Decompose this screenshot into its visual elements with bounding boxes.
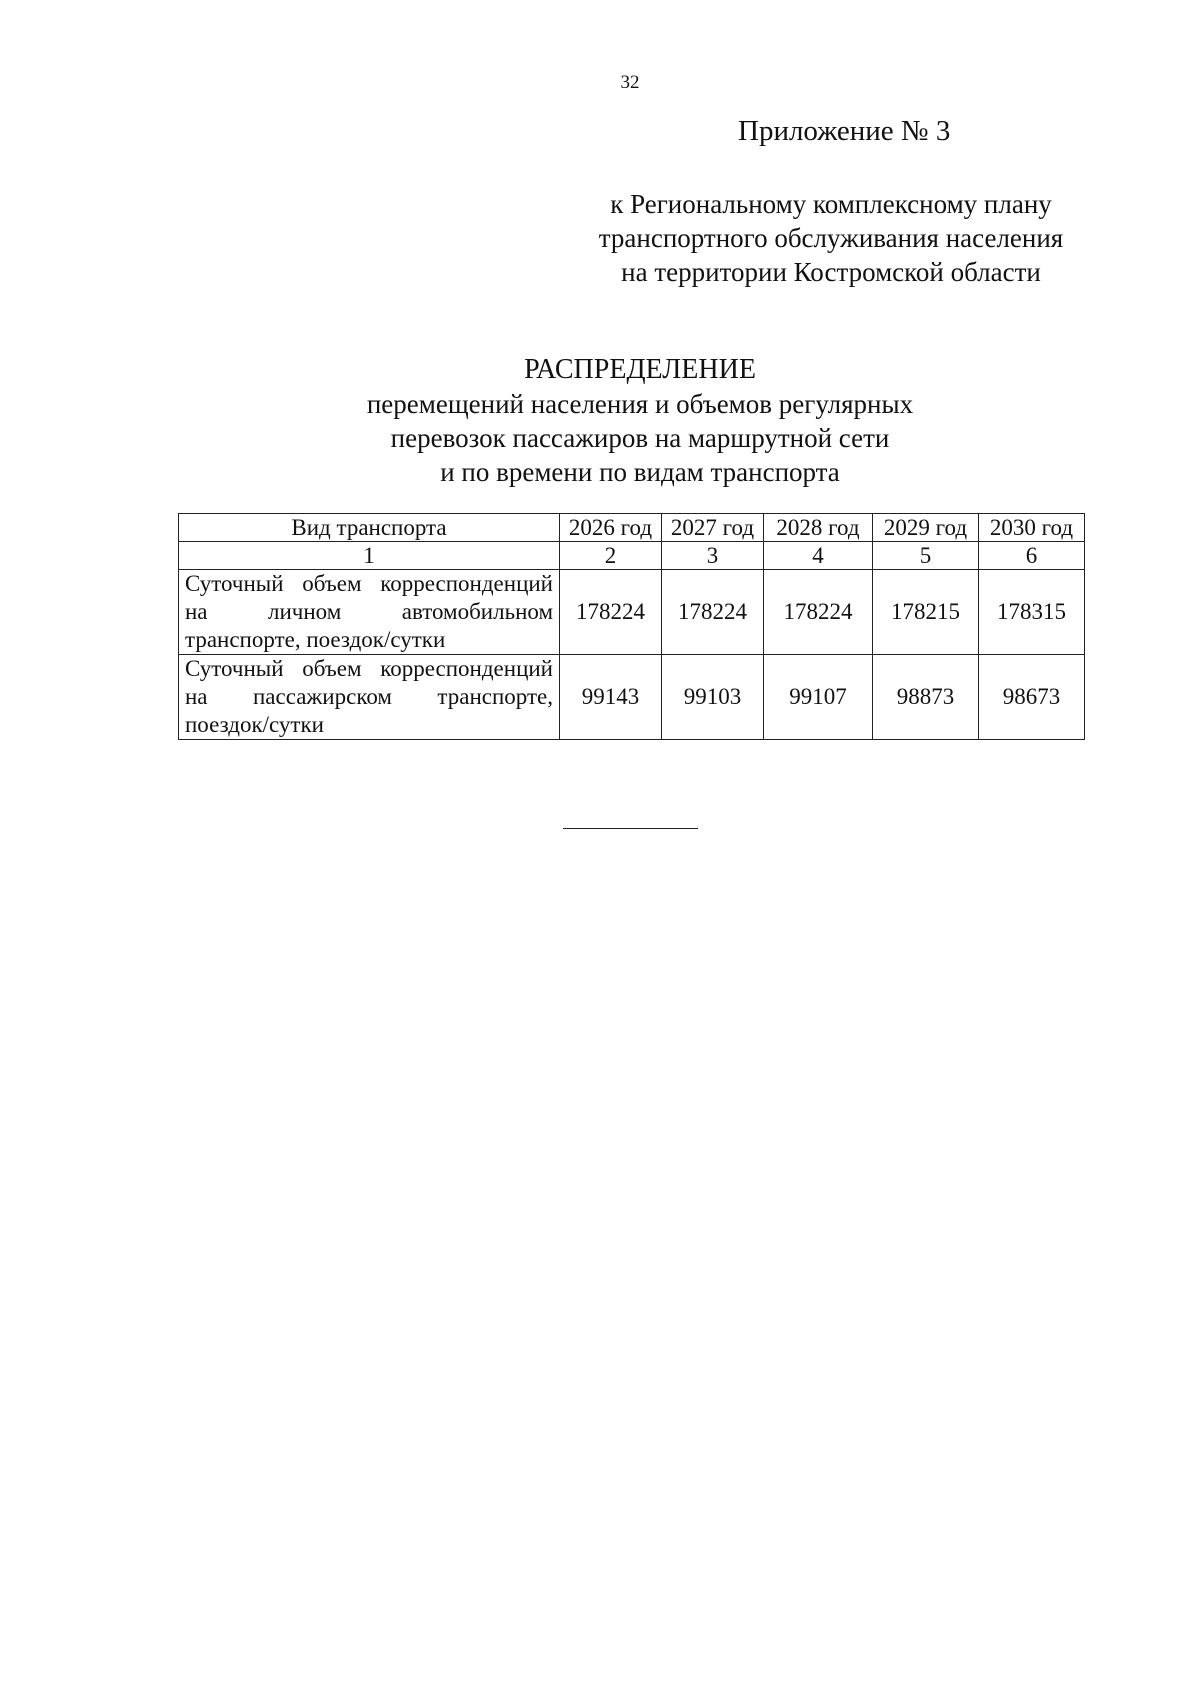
appendix-reference-line: транспортного обслуживания населения: [598, 223, 1064, 253]
row-label: Суточный объем корреспонденций на пассажирском транспорте, поездок/сутки: [179, 655, 560, 740]
row-label: Суточный объем корреспонденций на личном автомобильном транспорте, поездок/сутки: [179, 570, 560, 655]
end-divider: [563, 828, 698, 829]
table-cell: 178215: [873, 570, 979, 655]
column-number: 1: [179, 542, 560, 570]
column-number-row: [179, 542, 1085, 570]
table-header-row: [179, 514, 1085, 542]
table-cell: 178315: [979, 570, 1085, 655]
document-heading: [230, 353, 1050, 489]
table-row: [179, 570, 1085, 655]
column-header: 2026 год: [560, 514, 662, 542]
page-number: 32: [620, 72, 640, 93]
document-subtitle-line: перевозок пассажиров на маршрутной сети: [390, 423, 890, 453]
column-header: 2027 год: [662, 514, 764, 542]
table-cell: 99143: [560, 655, 662, 740]
table-cell: 178224: [764, 570, 873, 655]
appendix-reference: [578, 187, 1084, 289]
table-cell: 99103: [662, 655, 764, 740]
column-header: 2028 год: [764, 514, 873, 542]
table-cell: 178224: [662, 570, 764, 655]
table-cell: 99107: [764, 655, 873, 740]
appendix-reference-line: к Региональному комплексному плану: [610, 189, 1052, 219]
table-row: [179, 655, 1085, 740]
table-cell: 98873: [873, 655, 979, 740]
column-header: 2030 год: [979, 514, 1085, 542]
document-subtitle-line: и по времени по видам транспорта: [440, 457, 840, 487]
table-cell: 98673: [979, 655, 1085, 740]
column-header: 2029 год: [873, 514, 979, 542]
document-title: РАСПРЕДЕЛЕНИЕ: [524, 354, 756, 385]
column-number: 3: [662, 542, 764, 570]
column-number: 6: [979, 542, 1085, 570]
column-header: Вид транспорта: [179, 514, 560, 542]
column-number: 4: [764, 542, 873, 570]
column-number: 2: [560, 542, 662, 570]
distribution-table: [178, 513, 1085, 740]
column-number: 5: [873, 542, 979, 570]
table-cell: 178224: [560, 570, 662, 655]
appendix-reference-line: на территории Костромской области: [621, 257, 1041, 287]
document-subtitle-line: перемещений населения и объемов регулярных: [366, 389, 914, 419]
appendix-title: Приложение № 3: [738, 115, 951, 147]
